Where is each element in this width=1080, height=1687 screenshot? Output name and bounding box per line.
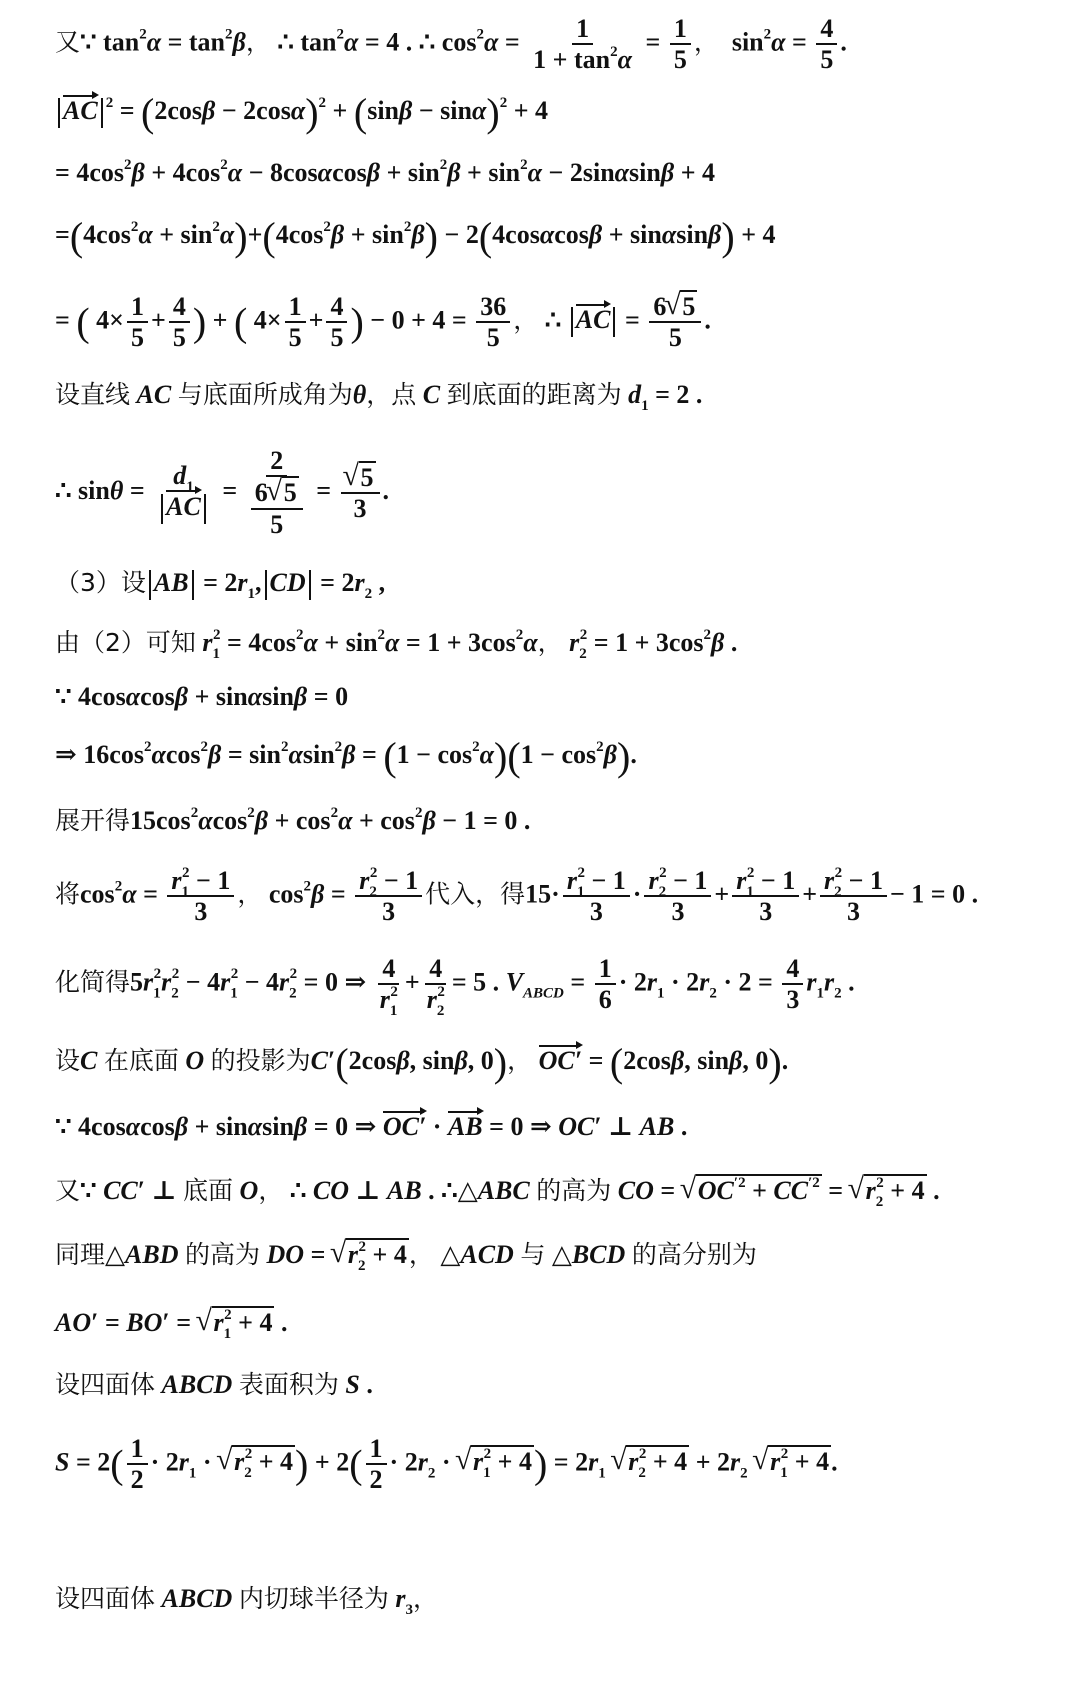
line-group: $=(4\cos^2\alpha + \sin^2\alpha)+(4\cos^2\beta + \sin^2\beta) - 2(4\cos\alpha\cos\beta + \sin\alpha\sin\beta) + 4$ [55, 214, 776, 260]
line-because-zero: ∵ 4cosαcosβ + sinαsinβ = 0 [55, 682, 349, 711]
line-simplify-volume: 化简得$5r_1^2r_2^2 - 4r_1^2 - 4r_2^2 = 0$ ⇒ $\frac{4}{r_1^2}$ + $\frac{4}{r_2^2}$ = 5 . $V_{ABCD}$ = $\frac{1}{6}$ · $2r_1 \cdot 2r_2 \cdot 2$ = $\frac{4}{3}$ $r_1r_2$ . [55, 954, 855, 1020]
line-tan-cos-sin: 又∵ $\tan^2\alpha = \tan^2\beta$， ∴ $\tan^2\alpha = 4$ . ∴ $\cos^2\alpha$ = $\frac{1}{1 + \tan^2\alpha}$ = $\frac{1}{5}$ ， $\sin^2\alpha$ = $\frac{4}{5}$ . [55, 14, 847, 75]
line-expand-15: 展开得$15\cos^2\alpha\cos^2\beta + \cos^2\alpha + \cos^2\beta - 1 = 0$ . [55, 805, 531, 835]
line-perpendicular: ∵ 4cosαcosβ + sinαsinβ = 0 ⇒ OC′ · AB = 0 ⇒ OC′ ⊥ AB . [55, 1112, 688, 1141]
line-inscribed-radius: 设四面体 ABCD 内切球半径为 $r_3$， [55, 1584, 438, 1618]
line-substitute: = ( 4× $\frac{1}{5}$ + $\frac{4}{5}$ ) + ( 4× $\frac{1}{5}$ + $\frac{4}{5}$ ) − 0 + 4 = $\frac{36}{5}$ ， ∴ AC = $\frac{6√ 5}{5}$ . [55, 292, 711, 353]
line-implies-16: ⇒ $16\cos^2\alpha\cos^2\beta = \sin^2\alpha\sin^2\beta = (1 - \cos^2\alpha)(1 - \cos^2\beta)$. [55, 734, 637, 780]
line-height-abd: 同理△ABD 的高为 DO = √ $r_2^2 + 4$， △ACD 与 △BCD 的高分别为 [55, 1242, 757, 1268]
line-projection: 设C 在底面 O 的投影为C′(2cosβ, sinβ, 0)， OC′ = (2cosβ, sinβ, 0). [55, 1040, 789, 1086]
line-surface-area: S = 2( $\frac{1}{2}$ · $2r_1$ · √ $r_2^2 + 4) + 2$( $\frac{1}{2}$ · $2r_2$ · √ $r_1^2 + 4) = 2r_1$ √ $r_2^2 + 4 + 2r_2$ √ $r_1^2 + 4$. [55, 1434, 838, 1495]
line-substitute-r: 将$\cos^2\alpha$ = $\frac{r_1^2 - 1}{3}$ ， $\cos^2\beta$ = $\frac{r_2^2 - 1}{3}$ 代入，得15· $\frac{r_1^2 - 1}{3}$ · $\frac{r_2^2 - 1}{3}$ + $\frac{r_1^2 - 1}{3}$ + $\frac{r_2^2 - 1}{3}$ − 1 = 0 . [55, 865, 979, 927]
line-ac-squared: AC $^2 = (2\cos\beta - 2\cos\alpha)^2 + (\sin\beta - \sin\alpha)^2 + 4$ [55, 98, 548, 128]
line-r-squared: 由（2）可知 $r_1^2 = 4\cos^2\alpha + \sin^2\alpha = 1 + 3\cos^2\alpha$， $r_2^2 = 1 + 3\cos^2\beta$ . [55, 627, 738, 662]
line-surface-area-def: 设四面体 ABCD 表面积为 S . [55, 1370, 373, 1399]
line-sin-theta: ∴ sinθ = $\frac{d_1}{AC}$ = $\frac{2}{\frac{6√ 5}{5}}$ = √ $\frac{5}{3}$ . [55, 446, 389, 540]
line-part3-setup: （3）设 AB = $2r_1$, CD = $2r_2$ , [55, 568, 386, 602]
line-height-abc: 又∵ CC′ ⊥ 底面 O， ∴ CO ⊥ AB . ∴△ABC 的高为 CO = √ $OC^{'2} + CC^{'2}$ = √ $r_2^2 + 4$ . [55, 1178, 940, 1204]
line-ao-bo: AO′ = BO′ = √ $r_1^2 + 4$ . [55, 1310, 287, 1336]
line-angle-theta: 设直线 AC 与底面所成角为θ，点 C 到底面的距离为 $d_1 = 2$ . [55, 380, 703, 414]
line-expand: = $4\cos^2\beta + 4\cos^2\alpha - 8\cos\alpha\cos\beta + \sin^2\beta + \sin^2\alpha - 2\sin\alpha\sin\beta + 4$ [55, 157, 716, 187]
